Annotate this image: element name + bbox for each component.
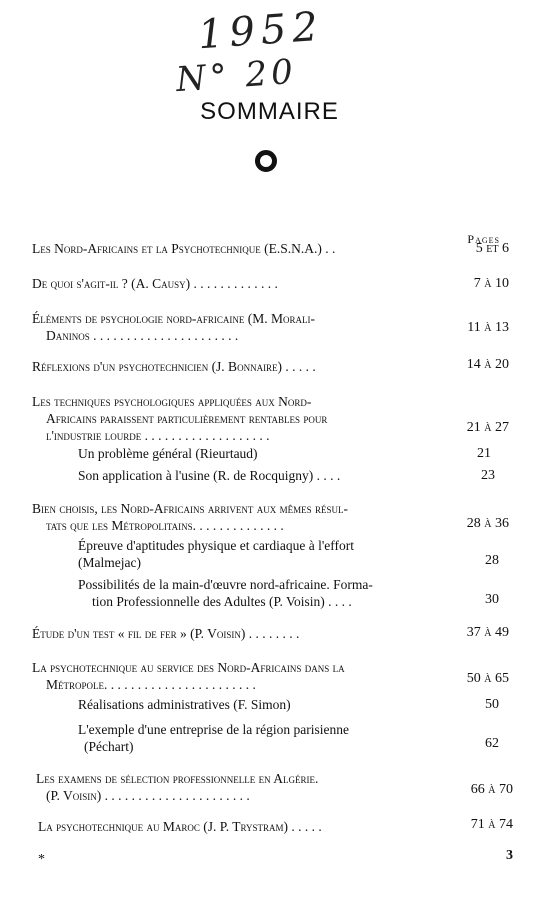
handwritten-issue-number: N° 20 [174,51,299,101]
toc-entry-text: l'industrie lourde . . . . . . . . . . . . . . . . . . . [46,428,270,443]
toc-entry-text: Les techniques psychologiques appliquées aux Nord- [32,394,312,409]
toc-entry-pages: 21 à 27 [466,420,509,435]
ornament-circle-icon [255,150,277,172]
toc-entry-text: L'exemple d'une entreprise de la région parisienne [78,722,350,737]
toc-entry-text: (Péchart) [84,739,134,754]
toc-entry-pages: 71 à 74 [470,817,513,832]
toc-entry-pages: 50 à 65 [466,671,509,686]
toc-entry-text: Épreuve d'aptitudes physique et cardiaque à l'effort [78,538,355,553]
toc-entry-pages: 14 à 20 [466,357,509,372]
toc-entry-text: Les Nord-Africains et la Psychotechnique (E.S.N.A.) . . [32,241,336,256]
toc-entry-text: Possibilités de la main-d'œuvre nord-africaine. Forma- [78,577,373,592]
toc-entry-text: Daninos . . . . . . . . . . . . . . . . . . . . . . [46,328,239,343]
toc-entry-text: Réflexions d'un psychotechnicien (J. Bonnaire) . . . . . [32,359,316,374]
toc-entry-text: Bien choisis, les Nord-Africains arrivent aux mêmes résul- [32,501,349,516]
toc-entry-text: Un problème général (Rieurtaud) [78,446,258,461]
toc-entry-pages: 28 à 36 [466,516,509,531]
toc-entry-pages: 5 et 6 [475,241,509,256]
page-title: SOMMAIRE [200,98,339,125]
toc-entry-pages: 37 à 49 [466,625,509,640]
footer-star-mark: * [38,852,45,867]
toc-entry-text: La psychotechnique au service des Nord-Africains dans la [32,660,345,675]
toc-entry-text: Les examens de sélection professionnelle en Algérie. [36,771,319,786]
toc-entry-pages: 28 [485,553,499,568]
toc-entry-text: tion Professionnelle des Adultes (P. Voisin) . . . . [92,594,352,609]
pages-column-header: Pages [467,232,500,246]
toc-entry-text: Réalisations administratives (F. Simon) [78,697,291,712]
toc-entry-text: Africains paraissent particulièrement rentables pour [46,411,328,426]
toc-entry-text: La psychotechnique au Maroc (J. P. Trystram) . . . . . [38,819,322,834]
toc-entry-pages: 11 à 13 [467,320,509,335]
toc-entry-text: Son application à l'usine (R. de Rocquigny) . . . . [78,468,341,483]
toc-entry-pages: 21 [477,446,491,461]
toc-entry-pages: 62 [485,736,499,751]
toc-entry-text: (P. Voisin) . . . . . . . . . . . . . . . . . . . . . . [46,788,250,803]
toc-entry-pages: 23 [481,468,495,483]
handwritten-year: 1952 [196,3,326,59]
toc-entry-text: De quoi s'agit-il ? (A. Causy) . . . . . . . . . . . . . [32,276,278,291]
toc-entry-pages: 50 [485,697,499,712]
toc-entry-text: Étude d'un test « fil de fer » (P. Voisin) . . . . . . . . [32,626,300,641]
toc-entry-pages: 66 à 70 [470,782,513,797]
toc-entry-pages: 7 à 10 [473,276,509,291]
toc-entry-text: Métropole. . . . . . . . . . . . . . . . . . . . . . . [46,677,256,692]
toc-entry-text: (Malmejac) [78,555,141,570]
footer-page-number: 3 [506,848,513,863]
toc-entry-pages: 30 [485,592,499,607]
toc-entry-text: Éléments de psychologie nord-africaine (M. Morali- [32,311,315,326]
toc-entry-text: tats que les Métropolitains. . . . . . . . . . . . . . [46,518,284,533]
